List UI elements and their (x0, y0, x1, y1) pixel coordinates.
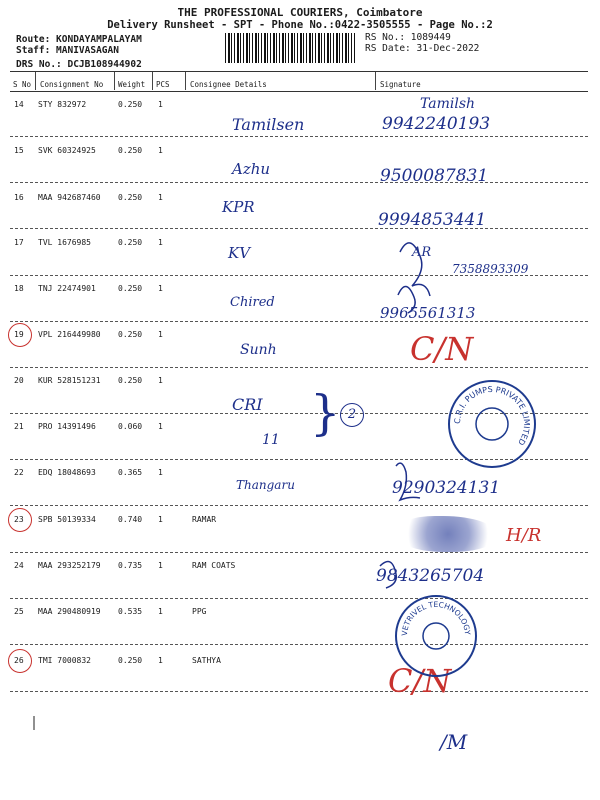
handwritten-phone: 9994853441 (378, 210, 487, 230)
row-sno: 22 (14, 468, 24, 477)
handwritten-phone: 9942240193 (382, 114, 491, 134)
rs-date: RS Date: 31-Dec-2022 (365, 43, 480, 54)
row-consignment-no: SVK 60324925 (38, 146, 96, 155)
handwritten-name: Sunh (240, 342, 277, 358)
row-pcs: 1 (158, 561, 163, 570)
row-sno: 16 (14, 193, 24, 202)
bracket-mark: } (310, 385, 341, 441)
row-sno: 21 (14, 422, 24, 431)
row-pcs: 1 (158, 100, 163, 109)
row-pcs: 1 (158, 468, 163, 477)
stamp-text: C.R.I. PUMPS PRIVATE LIMITED (452, 384, 532, 447)
handwritten-mark: C/N (410, 330, 474, 368)
row-sno: 18 (14, 284, 24, 293)
row-weight: 0.365 (118, 468, 143, 477)
row-consignment-no: MAA 293252179 (38, 561, 101, 570)
handwritten-name: 11 (262, 432, 280, 448)
row-sno: 19 (14, 330, 24, 339)
handwritten-phone: 9290324131 (392, 478, 501, 498)
row-sno: 17 (14, 238, 24, 247)
handwritten-phone: 9965561313 (380, 304, 476, 322)
row-weight: 0.250 (118, 100, 143, 109)
row-sno: 20 (14, 376, 24, 385)
row-consignment-no: VPL 216449980 (38, 330, 101, 339)
rs-number: RS No.: 1089449 (365, 32, 451, 43)
signature-stroke (400, 243, 430, 296)
signature-stroke (396, 463, 420, 500)
circled-number: 2 (340, 403, 364, 427)
row-sno: 14 (14, 100, 24, 109)
col-header-consignment: Consignment No (40, 80, 104, 89)
col-header-sno: S No (13, 80, 32, 89)
col-header-consignee: Consignee Details (190, 80, 267, 89)
row-consignee: SATHYA (192, 656, 221, 665)
row-consignment-no: SPB 50139334 (38, 515, 96, 524)
row-weight: 0.250 (118, 284, 143, 293)
route-label: Route: KONDAYAMPALAYAM (16, 34, 142, 45)
handwritten-name: Chired (230, 295, 275, 310)
row-pcs: 1 (158, 193, 163, 202)
handwritten-name: Azhu (232, 160, 271, 178)
row-weight: 0.060 (118, 422, 143, 431)
signature-stroke (398, 286, 415, 313)
handwritten-mark: C/N (388, 662, 452, 700)
row-pcs: 1 (158, 607, 163, 616)
handwritten-mark: H/R (506, 525, 542, 546)
signature-stroke (380, 562, 396, 589)
handwritten-name: Thangaru (236, 478, 295, 492)
row-consignment-no: EDQ 18048693 (38, 468, 96, 477)
handwritten-phone: 9500087831 (380, 166, 489, 186)
row-sno: 26 (14, 656, 24, 665)
row-consignment-no: TNJ 22474901 (38, 284, 96, 293)
row-weight: 0.250 (118, 376, 143, 385)
row-pcs: 1 (158, 376, 163, 385)
handwritten-phone: 7358893309 (452, 262, 529, 276)
row-pcs: 1 (158, 515, 163, 524)
handwritten-name: CRI (232, 395, 263, 414)
row-consignment-no: MAA 942687460 (38, 193, 101, 202)
row-sno: 23 (14, 515, 24, 524)
row-sno: 24 (14, 561, 24, 570)
row-consignee: PPG (192, 607, 207, 616)
row-consignment-no: STY 832972 (38, 100, 87, 109)
row-consignment-no: KUR 528151231 (38, 376, 101, 385)
row-weight: 0.250 (118, 193, 143, 202)
row-sno: 25 (14, 607, 24, 616)
handwritten-mark: /M (440, 730, 468, 754)
drs-number: DRS No.: DCJB108944902 (16, 59, 142, 70)
row-consignee: RAMAR (192, 515, 217, 524)
handwritten-name: KV (228, 244, 251, 262)
col-header-weight: Weight (118, 80, 146, 89)
row-weight: 0.250 (118, 238, 143, 247)
row-pcs: 1 (158, 146, 163, 155)
row-pcs: 1 (158, 284, 163, 293)
row-weight: 0.535 (118, 607, 143, 616)
row-weight: 0.740 (118, 515, 143, 524)
row-consignment-no: MAA 290480919 (38, 607, 101, 616)
stamp-text: VETRIVEL TECHNOLOGY (399, 599, 473, 637)
row-weight: 0.250 (118, 330, 143, 339)
handwritten-name: Tamilsen (232, 115, 305, 134)
row-pcs: 1 (158, 330, 163, 339)
row-consignment-no: PRO 14391496 (38, 422, 96, 431)
row-pcs: 1 (158, 422, 163, 431)
document-subtitle: Delivery Runsheet - SPT - Phone No.:0422-3505555 - Page No.:2 (107, 19, 493, 31)
handwritten-signature: AR (412, 245, 432, 260)
col-header-signature: Signature (380, 80, 421, 89)
row-weight: 0.250 (118, 146, 143, 155)
handwritten-name: KPR (222, 198, 255, 216)
row-pcs: 1 (158, 238, 163, 247)
row-pcs: 1 (158, 656, 163, 665)
row-consignment-no: TVL 1676985 (38, 238, 91, 247)
row-weight: 0.250 (118, 656, 143, 665)
row-consignee: RAM COATS (192, 561, 236, 570)
col-header-pcs: PCS (156, 80, 170, 89)
document-title: THE PROFESSIONAL COURIERS, Coimbatore (177, 6, 423, 19)
row-weight: 0.735 (118, 561, 143, 570)
row-consignment-no: TMI 7000832 (38, 656, 91, 665)
handwritten-signature: Tamilsh (420, 96, 476, 112)
row-sno: 15 (14, 146, 24, 155)
handwritten-phone: 9843265704 (376, 566, 485, 586)
staff-label: Staff: MANIVASAGAN (16, 45, 119, 56)
